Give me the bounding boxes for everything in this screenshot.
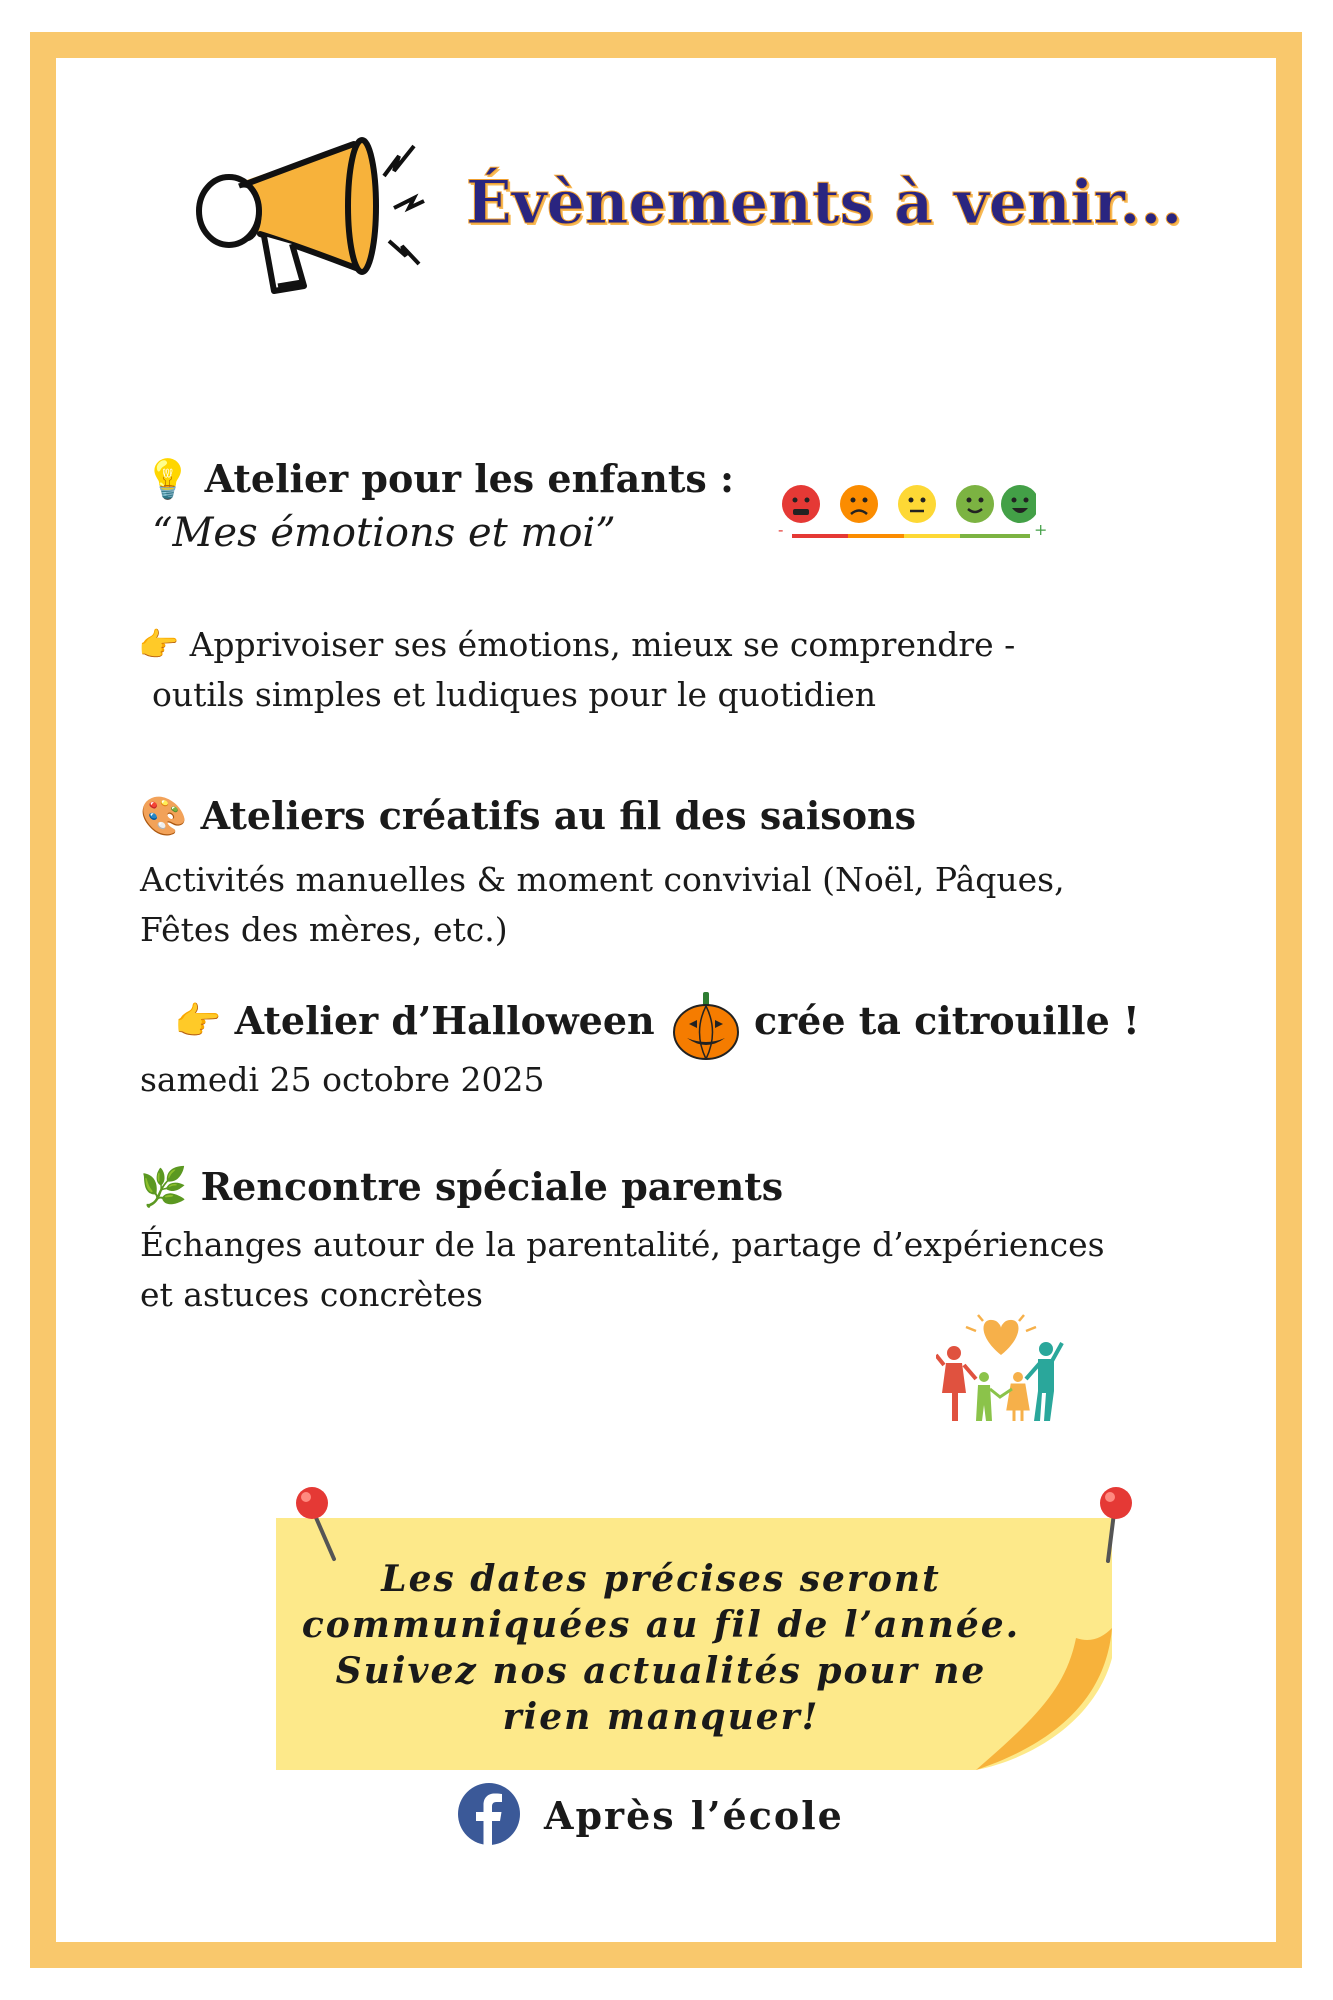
page-title: Évènements à venir... [466, 168, 1183, 238]
kids-workshop-subtitle: “Mes émotions et moi” [152, 510, 616, 556]
halloween-title-suffix: crée ta citrouille ! [754, 998, 1140, 1043]
palette-icon: 🎨 [140, 793, 188, 838]
parents-desc-line2: et astuces concrètes [140, 1275, 483, 1314]
poster-frame [30, 32, 1302, 1968]
parents-meeting-heading [140, 1164, 783, 1210]
kids-workshop-desc-line2: outils simples et ludiques pour le quotidien [152, 675, 877, 714]
creative-workshops-title: Ateliers créatifs au fil des saisons [200, 793, 917, 838]
scale-plus-label: + [1034, 520, 1048, 539]
herb-icon: 🌿 [140, 1164, 188, 1209]
note-message: Les dates précises seront communiquées au fil de l’année. Suivez nos actualités pour ne rien manquer! [301, 1558, 1021, 1738]
parents-desc-line1: Échanges autour de la parentalité, partage d’expériences [140, 1225, 1105, 1264]
emotion-scale-icon [776, 482, 1036, 552]
pointing-hand-icon: 👉 [174, 998, 222, 1043]
scale-minus-label: - [778, 520, 784, 539]
kids-workshop-heading [144, 456, 734, 502]
halloween-title: Atelier d’Halloween [234, 998, 655, 1043]
facebook-icon[interactable] [458, 1783, 520, 1845]
creative-workshops-heading [140, 793, 916, 839]
pointing-hand-icon: 👉 [138, 625, 180, 664]
lightbulb-icon: 💡 [144, 456, 192, 501]
pushpin-left-icon [294, 1483, 344, 1563]
kids-workshop-desc-line1: 👉 Apprivoiser ses émotions, mieux se comprendre - [138, 620, 1015, 670]
halloween-heading [174, 998, 655, 1044]
facebook-page-link[interactable]: Après l’école [544, 1793, 844, 1838]
creative-desc-line2: Fêtes des mères, etc.) [140, 910, 508, 949]
sticky-note [276, 1518, 1112, 1770]
parents-meeting-title: Rencontre spéciale parents [200, 1164, 784, 1209]
creative-desc-line1: Activités manuelles & moment convivial (Noël, Pâques, [140, 860, 1065, 899]
kids-workshop-title: Atelier pour les enfants : [204, 456, 735, 501]
pumpkin-icon [671, 990, 741, 1062]
pushpin-right-icon [1086, 1483, 1136, 1563]
family-illustration-icon [936, 1313, 1066, 1425]
megaphone-icon [174, 136, 444, 336]
halloween-date: samedi 25 octobre 2025 [140, 1060, 545, 1099]
